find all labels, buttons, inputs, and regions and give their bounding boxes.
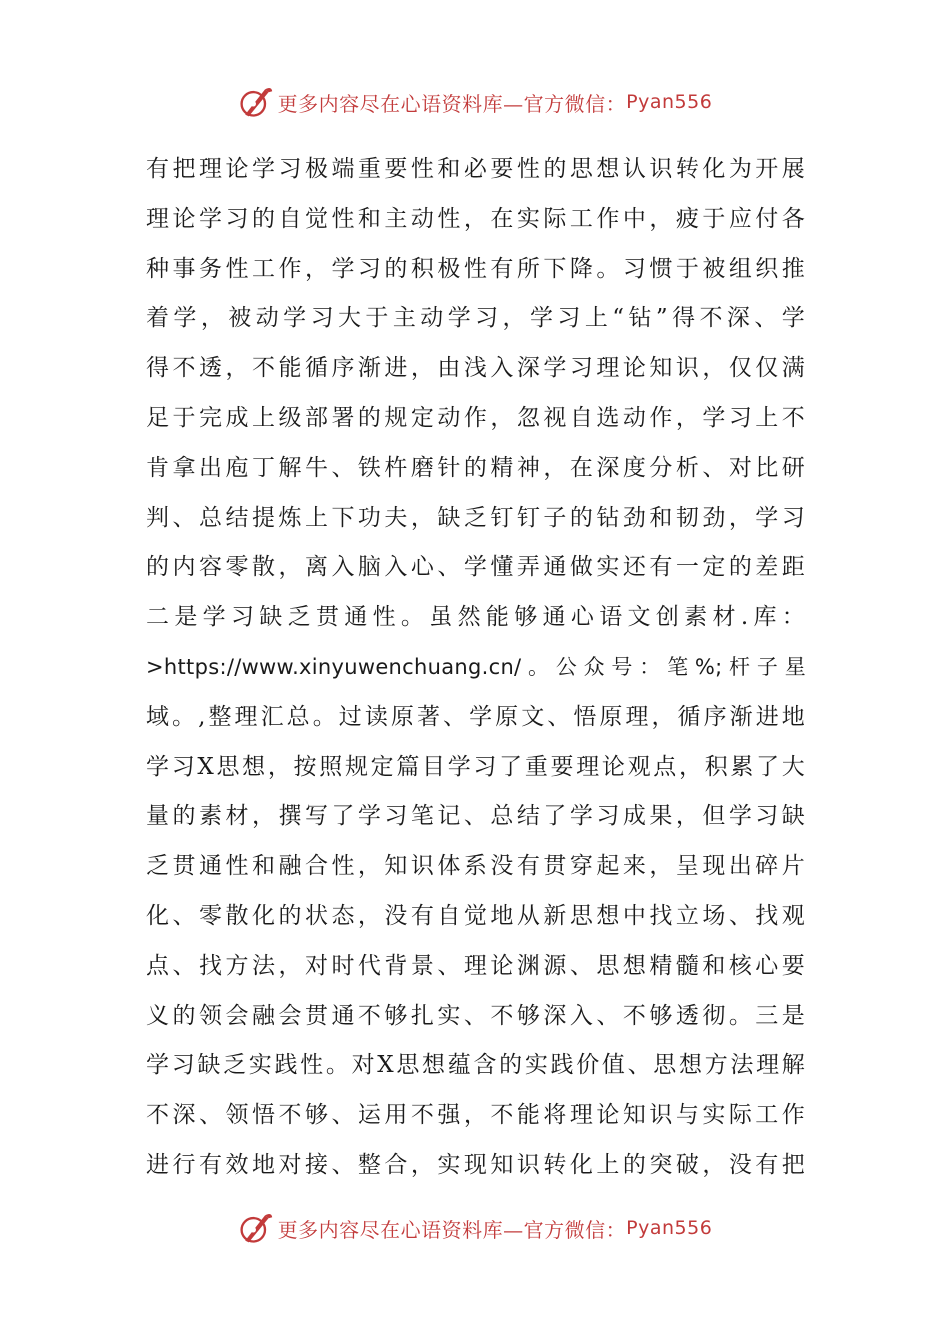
text-line: 进行有效地对接、整合，实现知识转化上的突破，没有把 [146, 1151, 806, 1178]
watermark-text: 更多内容尽在心语资料库—官方微信： [277, 1217, 627, 1242]
quill-pen-logo-icon [238, 1210, 274, 1246]
text-line: 化、零散化的状态，没有自觉地从新思想中找立场、找观 [146, 902, 806, 929]
watermark-wechat-id: Pyan556 [626, 1217, 713, 1239]
watermark-wechat-id: Pyan556 [626, 91, 713, 113]
text-line: 肯拿出庖丁解牛、铁杵磨针的精神，在深度分析、对比研 [146, 454, 806, 481]
text-line: 有把理论学习极端重要性和必要性的思想认识转化为开展 [146, 156, 806, 182]
text-line: 学习缺乏实践性。对X思想蕴含的实践价值、思想方法理解 [146, 1052, 806, 1079]
watermark-text: 更多内容尽在心语资料库—官方微信： [277, 91, 627, 116]
text-line: 的内容零散，离入脑入心、学懂弄通做实还有一定的差距 [146, 554, 806, 581]
text-line: 学习X思想，按照规定篇目学习了重要理论观点，积累了大 [146, 753, 806, 780]
text-line: 乏贯通性和融合性，知识体系没有贯穿起来，呈现出碎片 [146, 853, 806, 880]
header-watermark [0, 84, 950, 120]
text-line: 义的领会融会贯通不够扎实、不够深入、不够透彻。三是 [146, 1002, 806, 1029]
footer-watermark [0, 1210, 950, 1246]
text-line: 种事务性工作，学习的积极性有所下降。习惯于被组织推 [146, 255, 806, 282]
text-line: 判、总结提炼上下功夫，缺乏钉钉子的钻劲和韧劲，学习 [146, 504, 806, 531]
text-line: 理论学习的自觉性和主动性，在实际工作中，疲于应付各 [146, 205, 806, 232]
text-line: 量的素材，撰写了学习笔记、总结了学习成果，但学习缺 [146, 803, 806, 830]
text-line-url: >https://www.xinyuwenchuang.cn/。公众号：笔%;杆子星 [146, 654, 806, 679]
text-line: 二是学习缺乏贯通性。虽然能够通心语文创素材.库： [146, 604, 806, 631]
text-line: 不深、领悟不够、运用不强，不能将理论知识与实际工作 [146, 1102, 806, 1129]
document-body [146, 145, 806, 1191]
text-line: 得不透，不能循序渐进，由浅入深学习理论知识，仅仅满 [146, 355, 806, 382]
text-line: 点、找方法，对时代背景、理论渊源、思想精髓和核心要 [146, 952, 806, 979]
text-line: 域。,整理汇总。过读原著、学原文、悟原理，循序渐进地 [146, 703, 806, 730]
text-line: 着学，被动学习大于主动学习，学习上“钻”得不深、学 [146, 305, 806, 332]
quill-pen-logo-icon [238, 84, 274, 120]
text-line: 足于完成上级部署的规定动作，忽视自选动作，学习上不 [146, 404, 806, 431]
